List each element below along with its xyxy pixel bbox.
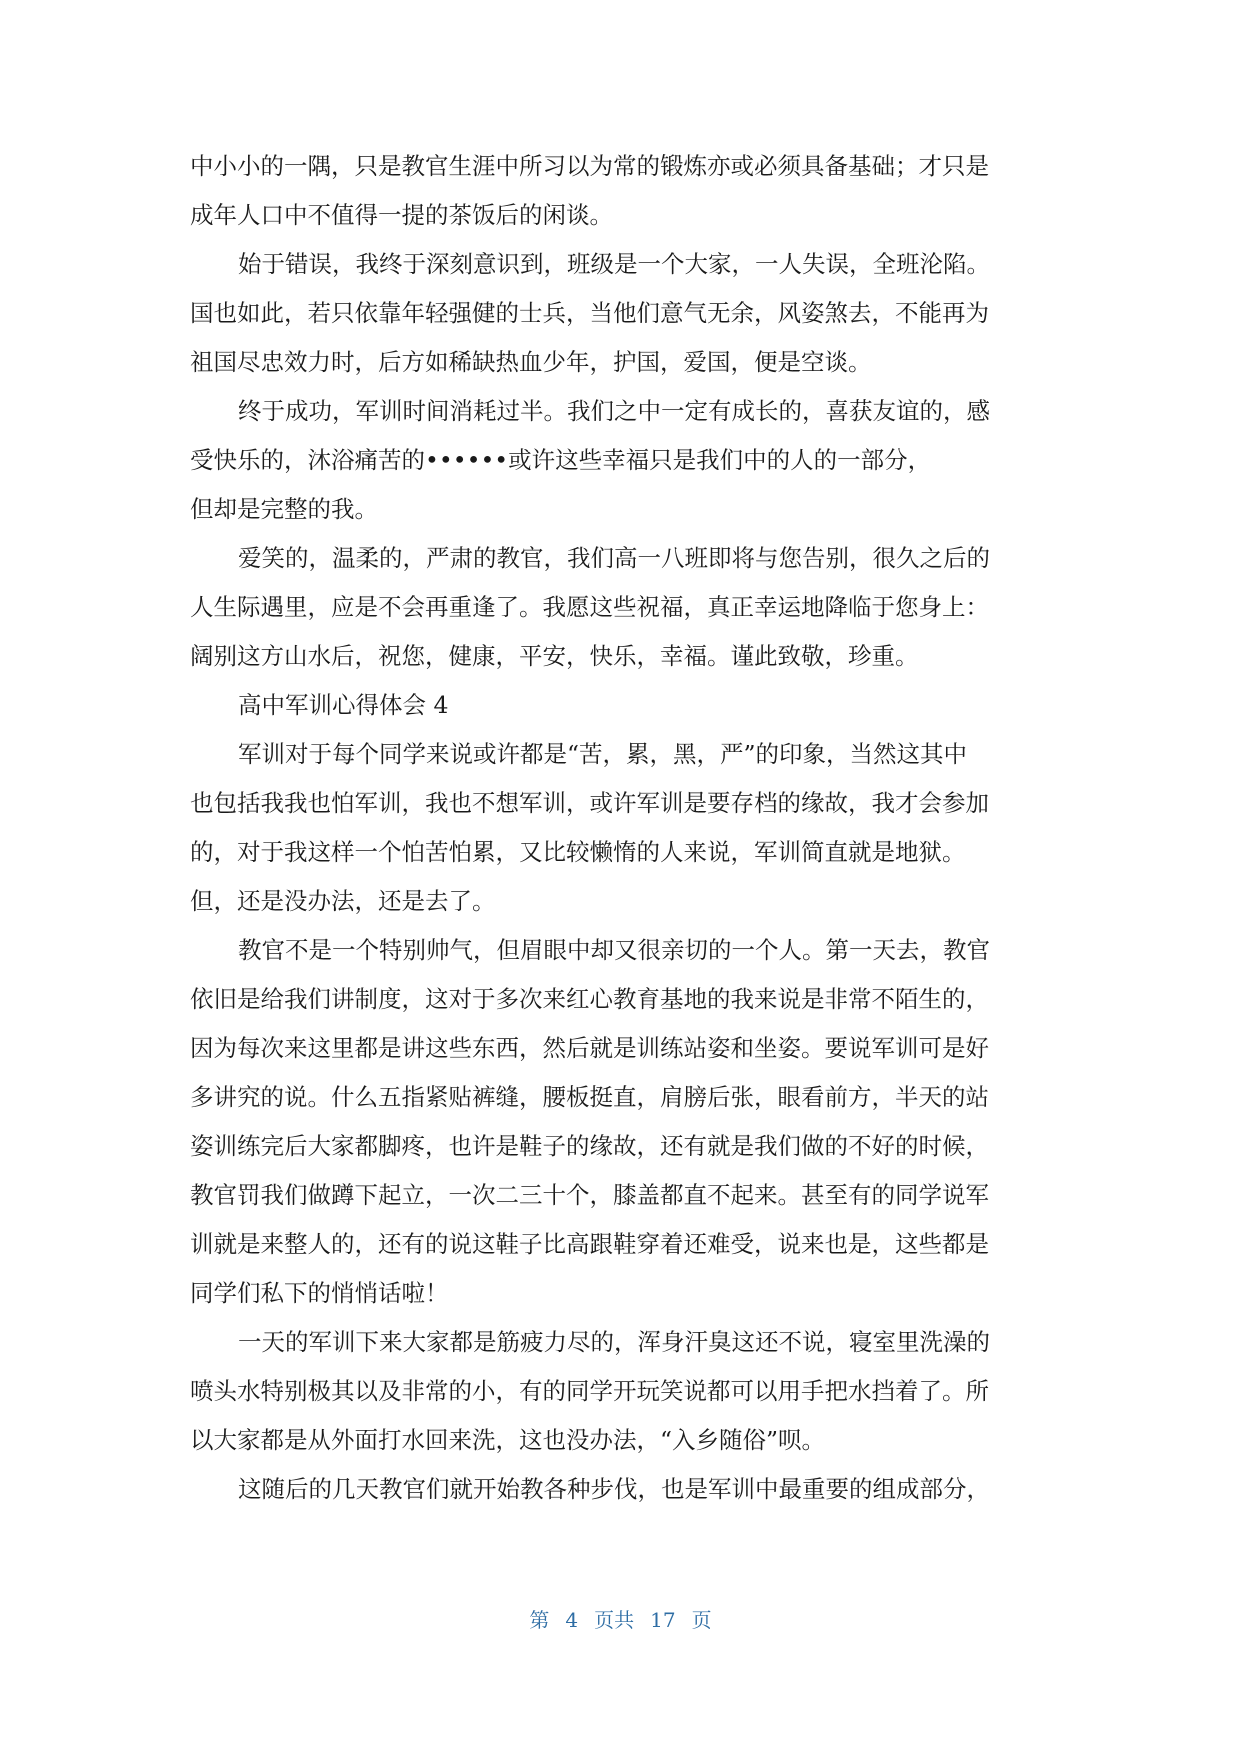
text-line: 同学们私下的悄悄话啦！: [190, 1279, 449, 1307]
document-body: [190, 142, 1048, 1514]
text-line: 以大家都是从外面打水回来洗，这也没办法，“入乡随俗”呗。: [190, 1426, 826, 1454]
text-line: 的，对于我这样一个怕苦怕累，又比较懒惰的人来说，军训简直就是地狱。: [190, 838, 966, 866]
paragraph-start: 始于错误，我终于深刻意识到，班级是一个大家，一人失误，全班沦陷。: [238, 250, 990, 278]
text-line: 姿训练完后大家都脚疼，也许是鞋子的缘故，还有就是我们做的不好的时候，: [190, 1132, 989, 1160]
total-pages-number: 17: [650, 1608, 676, 1632]
page-footer: [0, 1604, 1241, 1633]
footer-prefix: 第: [529, 1608, 550, 1632]
paragraph-start: 这随后的几天教官们就开始教各种步伐，也是军训中最重要的组成部分，: [238, 1475, 990, 1503]
paragraph-start: 终于成功，军训时间消耗过半。我们之中一定有成长的，喜获友谊的，感: [238, 397, 990, 425]
text-line: 依旧是给我们讲制度，这对于多次来红心教育基地的我来说是非常不陌生的，: [190, 985, 989, 1013]
text-line: 训就是来整人的，还有的说这鞋子比高跟鞋穿着还难受，说来也是，这些都是: [190, 1230, 989, 1258]
current-page-number: 4: [565, 1608, 579, 1632]
paragraph-start: 军训对于每个同学来说或许都是“苦，累，黑，严”的印象，当然这其中: [238, 740, 968, 768]
text-line: 人生际遇里，应是不会再重逢了。我愿这些祝福，真正幸运地降临于您身上：: [190, 593, 989, 621]
text-line: 教官罚我们做蹲下起立，一次二三十个，膝盖都直不起来。甚至有的同学说军: [190, 1181, 989, 1209]
text-line: 喷头水特别极其以及非常的小，有的同学开玩笑说都可以用手把水挡着了。所: [190, 1377, 989, 1405]
text-line: 祖国尽忠效力时，后方如稀缺热血少年，护国，爱国，便是空谈。: [190, 348, 872, 376]
text-line: 因为每次来这里都是讲这些东西，然后就是训练站姿和坐姿。要说军训可是好: [190, 1034, 989, 1062]
paragraph-start: 一天的军训下来大家都是筋疲力尽的，浑身汗臭这还不说，寝室里洗澡的: [238, 1328, 990, 1356]
paragraph-start: 教官不是一个特别帅气，但眉眼中却又很亲切的一个人。第一天去，教官: [238, 936, 990, 964]
text-line: 但，还是没办法，还是去了。: [190, 887, 496, 915]
section-heading: 高中军训心得体会 4: [238, 691, 449, 719]
text-line: 中小小的一隅，只是教官生涯中所习以为常的锻炼亦或必须具备基础；才只是: [190, 152, 989, 180]
text-line: 国也如此，若只依靠年轻强健的士兵，当他们意气无余，风姿煞去，不能再为: [190, 299, 989, 327]
paragraph-start: 爱笑的，温柔的，严肃的教官，我们高一八班即将与您告别，很久之后的: [238, 544, 990, 572]
footer-suffix: 页: [691, 1608, 712, 1632]
text-line: 阔别这方山水后，祝您，健康，平安，快乐，幸福。谨此致敬，珍重。: [190, 642, 919, 670]
text-line: 但却是完整的我。: [190, 495, 378, 523]
text-line: 也包括我我也怕军训，我也不想军训，或许军训是要存档的缘故，我才会参加: [190, 789, 989, 817]
text-line: 受快乐的，沐浴痛苦的••••••或许这些幸福只是我们中的人的一部分，: [190, 446, 932, 474]
text-line: 多讲究的说。什么五指紧贴裤缝，腰板挺直，肩膀后张，眼看前方，半天的站: [190, 1083, 989, 1111]
text-line: 成年人口中不值得一提的茶饭后的闲谈。: [190, 201, 613, 229]
footer-mid: 页共: [594, 1608, 635, 1632]
